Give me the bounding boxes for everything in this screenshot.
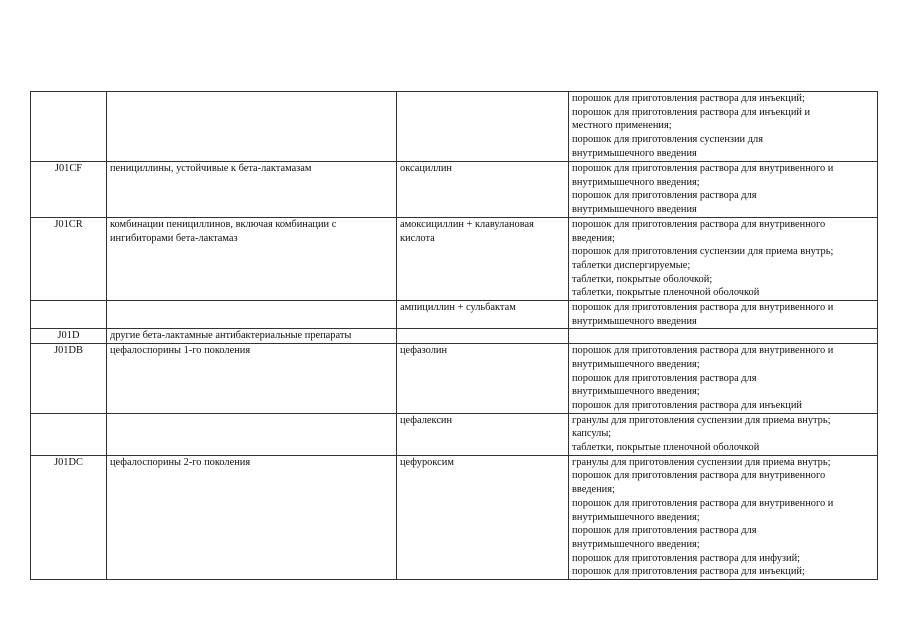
drug-name-line: цефазолин [400,345,448,357]
atc-code: J01DC [54,456,83,468]
dosage-form-line: внутримышечного введения; [572,511,700,523]
dosage-form-cell [569,217,878,300]
dosage-form-line: порошок для приготовления суспензии для приема внутрь; [572,246,834,258]
group-cell [107,217,397,300]
dosage-form-cell [569,329,878,344]
dosage-form-cell [569,92,878,162]
drug-name-line: оксациллин [400,163,452,174]
dosage-form-line: порошок для приготовления раствора для инъекций; [572,566,805,578]
table-row [31,162,878,218]
drug-name-line: кислота [400,232,435,244]
dosage-form-line: введения; [572,484,615,496]
table-row [31,217,878,300]
group-name-line: цефалоспорины 2-го поколения [110,456,251,468]
drug-name-line: амоксициллин + клавулановая [400,218,534,230]
atc-code: J01CR [54,218,83,230]
atc-code-cell [31,162,107,218]
group-name-line: цефалоспорины 1-го поколения [110,345,251,357]
dosage-form-line: внутримышечного введения; [572,386,700,398]
dosage-form-line: местного применения; [572,120,672,132]
atc-code-cell [31,455,107,579]
group-cell [107,344,397,414]
table-row [31,455,878,579]
table-row [31,329,878,344]
dosage-form-line: капсулы; [572,428,612,440]
group-name-line: пенициллины, устойчивые к бета-лактамазам [110,163,312,174]
drug-name-line: цефалексин [400,414,453,426]
drug-table-body [31,92,878,580]
group-cell [107,455,397,579]
dosage-form-cell [569,413,878,455]
group-name-line: другие бета-лактамные антибактериальные препараты [110,330,352,342]
atc-code-cell [31,413,107,455]
dosage-form-line: внутримышечного введения [572,147,697,159]
dosage-form-line: внутримышечного введения; [572,358,700,370]
dosage-form-line: гранулы для приготовления суспензии для приема внутрь; [572,456,831,468]
dosage-form-cell [569,301,878,329]
group-cell [107,162,397,218]
dosage-form-line: порошок для приготовления раствора для внутривенного [572,470,826,482]
dosage-form-line: внутримышечного введения; [572,176,700,188]
drug-cell [397,455,569,579]
dosage-form-line: порошок для приготовления раствора для [572,190,757,202]
dosage-form-line: порошок для приготовления раствора для внутривенного и [572,163,834,174]
dosage-form-line: таблетки диспергируемые; [572,259,691,271]
dosage-form-cell [569,455,878,579]
dosage-form-line: порошок для приготовления раствора для инъекций; [572,93,805,104]
dosage-form-line: порошок для приготовления раствора для инфузий; [572,552,801,564]
atc-code: J01D [57,330,80,342]
table-row [31,301,878,329]
drug-cell [397,301,569,329]
dosage-form-line: таблетки, покрытые пленочной оболочкой [572,287,760,299]
drug-cell [397,92,569,162]
drug-cell [397,162,569,218]
group-cell [107,329,397,344]
dosage-form-line: порошок для приготовления раствора для внутривенного и [572,345,834,357]
group-cell [107,413,397,455]
atc-code-cell [31,92,107,162]
drug-cell [397,344,569,414]
drug-cell [397,329,569,344]
dosage-form-line: порошок для приготовления суспензии для [572,134,763,146]
dosage-form-line: порошок для приготовления раствора для инъекций и [572,106,811,118]
drug-cell [397,413,569,455]
dosage-form-line: порошок для приготовления раствора для внутривенного [572,218,826,230]
drug-name-line: цефуроксим [400,456,454,468]
dosage-form-line: внутримышечного введения [572,204,697,216]
group-cell [107,92,397,162]
table-row [31,413,878,455]
dosage-form-cell [569,344,878,414]
atc-code-cell [31,217,107,300]
dosage-form-line: порошок для приготовления раствора для [572,525,757,537]
dosage-form-line: порошок для приготовления раствора для внутривенного и [572,302,834,314]
atc-code-cell [31,301,107,329]
drug-table [30,91,878,580]
dosage-form-line: внутримышечного введения [572,315,697,327]
dosage-form-line: порошок для приготовления раствора для внутривенного и [572,497,834,509]
dosage-form-line: таблетки, покрытые пленочной оболочкой [572,442,760,454]
table-row [31,92,878,162]
table-row [31,344,878,414]
dosage-form-cell [569,162,878,218]
atc-code-cell [31,344,107,414]
drug-name-line: ампициллин + сульбактам [400,302,516,314]
dosage-form-line: таблетки, покрытые оболочкой; [572,273,713,285]
drug-cell [397,217,569,300]
dosage-form-line: введения; [572,232,615,244]
dosage-form-line: внутримышечного введения; [572,538,700,550]
group-name-line: комбинации пенициллинов, включая комбинации с [110,218,337,230]
atc-code: J01CF [54,163,83,174]
dosage-form-line: гранулы для приготовления суспензии для приема внутрь; [572,414,831,426]
group-name-line: ингибиторами бета-лактамаз [110,232,238,244]
atc-code-cell [31,329,107,344]
atc-code: J01DB [54,345,83,357]
dosage-form-line: порошок для приготовления раствора для инъекций [572,399,802,411]
dosage-form-line: порошок для приготовления раствора для [572,372,757,384]
group-cell [107,301,397,329]
